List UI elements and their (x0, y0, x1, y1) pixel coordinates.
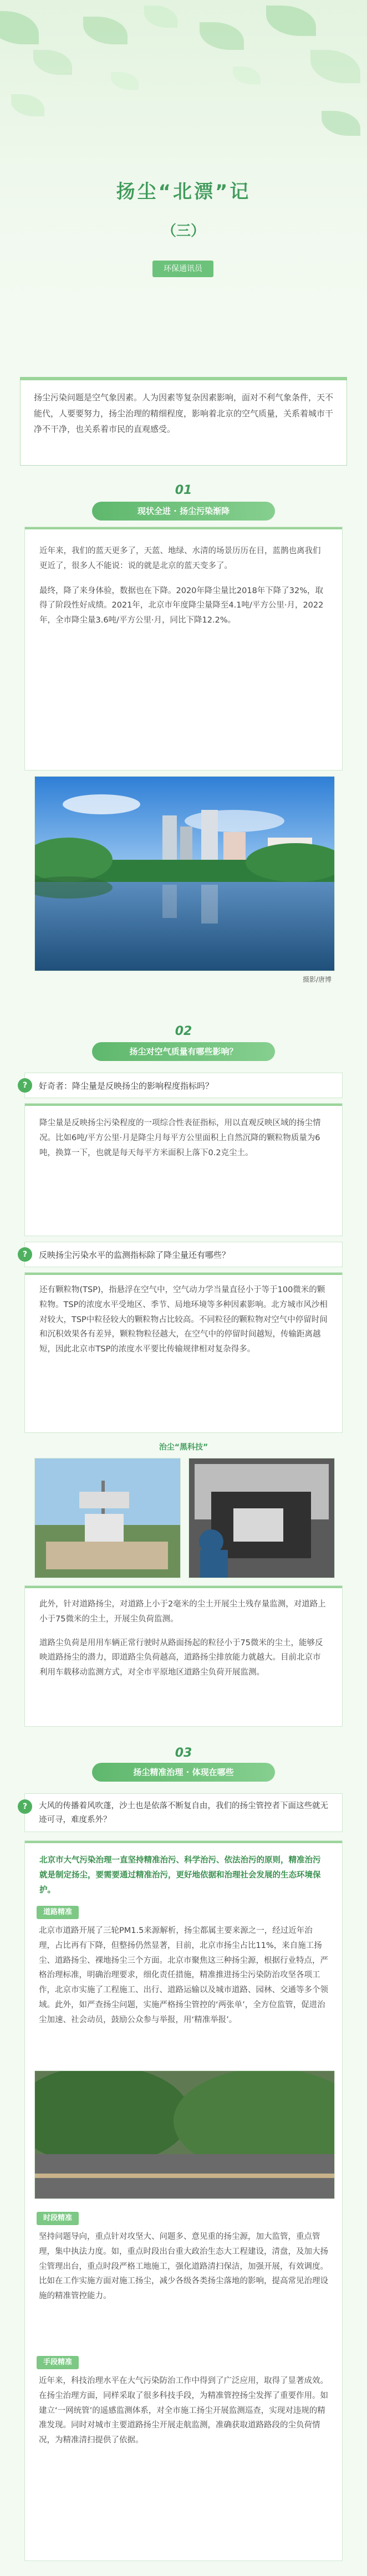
section-2-card-3 (24, 1585, 343, 1727)
section-3-paragraph-2: 坚持问题导向，重点针对攻坚大、问题多、意见重的扬尘源，加大监管，重点管理，集中执法力度。如，重点时段出台重大政治生态大工程建设，清盘，及加大扬尘管理出台，重点时段严格工地施工，强化道路清扫保洁，加强开展，有效调度。比如在工作实施方面对施工扬尘，减少各级各类扬尘落地的影响，提高常见治理设施的精准管控能力。 (39, 2232, 328, 2301)
section-3-highlight: 北京市大气污染治理一直坚持精准治污、科学治污、依法治污的原则，精准治污就是制定扬尘，要需要通过精准治污，更好地依据和治理社会发展的生态环境保护。 (39, 1856, 321, 1895)
source-badge: 环保通讯员 (152, 261, 213, 277)
intro-text: 扬尘污染问题是空气象因素。人为因素等复杂因素影响，面对不利气象条件，天不能代，人要要努力，扬尘治理的精细程度，影响着北京的空气质量，关系着城市干净不干净，也关系着市民的直观感受。 (34, 392, 334, 434)
section-1-card (24, 527, 343, 771)
leaf-decoration (0, 11, 39, 44)
city-lake-photo (34, 776, 335, 971)
leaf-decoration (11, 94, 44, 116)
section-3-paragraph-1: 北京市道路开展了三轮PM1.5来源解析，扬尘都属主要来源之一，经过近年治理，占比再有下降，但整扬仍然显著，目前，北京市扬尘占比11%，来自施工扬尘、道路扬尘、裸地扬尘三个方面。北京市聚焦这三种扬尘源，根据行业特点，严格治理标准，明确治理要求，细化责任措施，精准推进扬尘污染防治攻坚各项工作，北京市实施了工程施工、出行、道路运输以及城市道路、园林、交通等多个领域。此外，如严查扬尘问题，实施严格扬尘管控的‘两张单’，全方位监管，促进治尘加速、社会动员，鼓励公众参与举报，用‘精准举报’。 (39, 1926, 328, 2024)
question-2 (24, 1242, 343, 1267)
section-2-paragraph-1: 降尘量是反映扬尘污染程度的一项综合性表征指标，用以直观反映区域的扬尘情况。比如6吨/平方公里·月是降尘月每平方公里面积上自然沉降的颗粒物质量为6吨，换算一下，也就是每天每平方米面积上落下0.2克尘土。 (39, 1119, 321, 1157)
leaf-decoration (266, 6, 316, 36)
page-subtitle: （三） (161, 223, 205, 239)
question-1-text: 好奇者：降尘量是反映扬尘的影响程度指标吗？ (39, 1080, 214, 1091)
leaf-decoration (233, 67, 261, 84)
section-1-banner: 现状全进 · 扬尘污染渐降 (92, 502, 275, 521)
question-3 (24, 1793, 343, 1832)
leaf-decoration (322, 111, 360, 136)
section-3-paragraph-3: 近年来，科技治理水平在大气污染防治工作中得到了广泛应用，取得了显著成效。在扬尘治理方面，同样采取了很多科技手段，为精准管控扬尘发挥了重要作用。如建立‘一网统管’的遥感监测体系，对全市施工扬尘开展监测巡查，实现对违规的精准发现。同时对城市主要道路扬尘开展走航监测，准确获取道路路段的尘负荷情况，为精准清扫提供了依据。 (39, 2376, 328, 2445)
page-title: 扬尘“北漂”记 (116, 181, 251, 203)
header-banner (0, 0, 367, 355)
question-2-text: 反映扬尘污染水平的监测指标除了降尘量还有哪些？ (39, 1249, 231, 1260)
section-2-paragraph-3: 此外，针对道路扬尘，对道路上小于2毫米的尘土开展尘土残存量监测，对道路上小于75微米的尘土，开展尘负荷监测。 (39, 1600, 326, 1624)
question-3-text: 大风的传播着风吹蓬，沙土也是依落不断复自由，我们的扬尘管控者下面这些就无迹可寻，难度系外？ (39, 1802, 328, 1824)
tech-label: 治尘“黑科技” (159, 1443, 208, 1452)
question-1 (24, 1073, 343, 1098)
road-plants-photo (34, 2070, 335, 2199)
question-icon: ? (18, 1799, 32, 1814)
tag-road: 道路精准 (37, 1906, 79, 1919)
section-2-number: 02 (175, 1024, 192, 1038)
section-1-paragraph-2: 最终，降了来身体验，数据也在下降。2020年降尘量比2018年下降了32%，取得了阶段性好成绩。2021年，北京市年度降尘量降至4.1吨/平方公里·月，2022年，全市降尘量3.6吨/平方公里·月，同比下降12.2%。 (39, 586, 324, 625)
photo-credit: 摄影/唐博 (302, 976, 332, 983)
tag-time: 时段精准 (37, 2212, 79, 2225)
leaf-decoration (200, 22, 244, 50)
section-2-banner: 扬尘对空气质量有哪些影响？ (92, 1042, 275, 1061)
leaf-decoration (111, 72, 139, 90)
leaf-decoration (83, 17, 128, 44)
leaf-decoration (144, 6, 177, 28)
monitor-station-photo (34, 1458, 181, 1578)
leaf-decoration (310, 50, 360, 83)
tag-method: 手段精准 (37, 2356, 79, 2369)
section-3-banner: 扬尘精准治理 · 体现在哪些 (92, 1763, 275, 1782)
section-2-card-1 (24, 1103, 343, 1236)
section-1-paragraph-1: 近年来，我们的蓝天更多了，天蓝、地绿、水清的场景历历在目，蓝鹊也离我们更近了，很多人不能说：说的就是北京的蓝天变多了。 (39, 547, 321, 570)
section-2-paragraph-2: 还有颗粒物(TSP)，指悬浮在空气中，空气动力学当量直径小于等于100微米的颗粒物。TSP的浓度水平受地区、季节、局地环境等多种因素影响。北方城市风沙相对较大，TSP中粒径较大的颗粒物占比较高。不同粒径的颗粒物对空气中停留时间和沉积效果各有差异，颗粒物粒径越大，在空气中的停留时间越短，传输距离越短，因此北京市TSP的浓度水平要比传输规律相对复杂得多。 (39, 1286, 328, 1354)
section-1-number: 01 (175, 483, 192, 497)
city-lake-image (35, 777, 334, 971)
section-2-paragraph-4: 道路尘负荷是用用车辆正常行驶时从路面扬起的粒径小于75微米的尘土，能够反映道路扬尘的潜力，即道路尘负荷越高，道路扬尘排放能力就越大。目前北京市利用车载移动监测方式，对全市平原地区道路尘负荷开展监测。 (39, 1638, 323, 1677)
section-3-number: 03 (175, 1746, 192, 1760)
leaf-decoration (33, 50, 72, 75)
question-icon: ? (18, 1078, 32, 1093)
section-2-card-2 (24, 1272, 343, 1433)
question-icon: ? (18, 1247, 32, 1262)
car-monitor-photo (188, 1458, 335, 1578)
intro-box (20, 377, 347, 466)
